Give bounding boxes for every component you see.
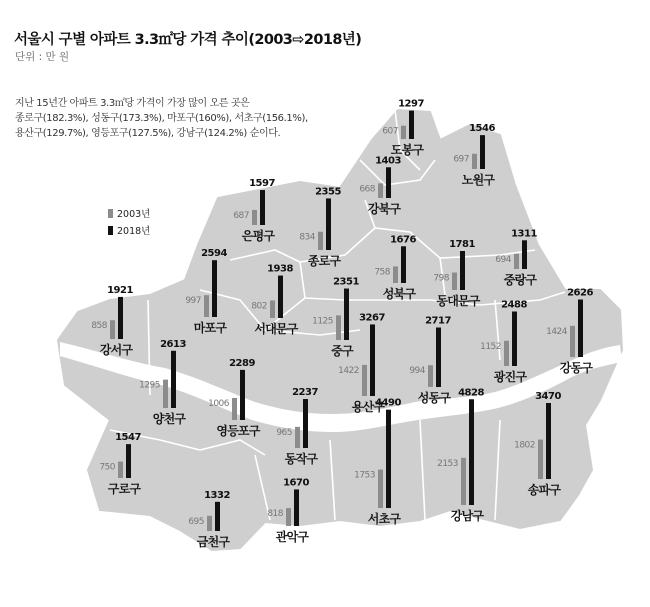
value-label-2003: 1125 [312,316,333,327]
value-label-2018: 2717 [425,315,451,327]
bar-2003 [472,154,477,169]
bar-2003 [362,365,367,396]
bar-2003 [401,126,406,139]
district-label: 용산구 [351,400,385,414]
bar-2003 [318,232,323,250]
bar-2018 [215,502,220,531]
bar-2003 [110,320,115,339]
district-label: 서대문구 [254,322,298,336]
value-label-2018: 3267 [359,312,385,324]
district-label: 강서구 [99,343,133,357]
value-label-2003: 798 [433,273,449,284]
bar-2003 [204,295,209,317]
value-label-2018: 2237 [292,387,318,399]
description-line: 지난 15년간 아파트 3.3㎡당 가격이 가장 많이 오른 곳은 [15,98,250,109]
value-label-2003: 965 [276,427,292,438]
description-line: 종로구(182.3%), 성동구(173.3%), 마포구(160%), 서초구(156.1%), [15,113,308,124]
value-label-2003: 1802 [514,440,535,451]
bar-2018 [460,251,465,290]
value-label-2003: 1424 [546,326,567,337]
bar-2003 [336,315,341,340]
bar-2003 [207,516,212,531]
bar-2018 [171,351,176,408]
value-label-2003: 607 [382,126,398,137]
bar-2003 [393,266,398,283]
legend-label: 2003년 [117,209,151,220]
district-label: 중구 [331,344,353,358]
value-label-2018: 2626 [567,287,593,299]
bar-2018 [118,297,123,339]
value-label-2018: 1938 [267,263,293,275]
district-label: 관악구 [275,530,309,544]
bar-2018 [469,399,474,505]
bar-2018 [326,198,331,250]
value-label-2003: 1422 [338,365,359,376]
bar-2003 [504,341,509,366]
value-label-2018: 4828 [458,387,484,399]
bar-2018 [344,289,349,340]
value-label-2018: 1597 [249,178,275,190]
district-label: 은평구 [241,229,275,243]
value-label-2018: 1332 [204,489,230,501]
value-label-2003: 1152 [480,341,501,352]
value-label-2018: 2594 [201,248,227,260]
value-label-2003: 1753 [354,470,375,481]
value-label-2018: 1670 [283,477,309,489]
bar-2018 [386,167,391,198]
bar-2018 [401,246,406,283]
value-label-2003: 697 [453,154,469,165]
value-label-2018: 3470 [535,391,561,403]
value-label-2018: 2351 [333,276,359,288]
district-label: 구로구 [107,482,141,496]
value-label-2018: 1297 [398,98,424,110]
bar-2003 [163,380,168,408]
chart-title: 서울시 구별 아파트 3.3㎡당 가격 추이(2003⇨2018년) [14,32,362,48]
bar-2003 [428,365,433,387]
unit-label: 단위 : 만 원 [15,51,70,63]
bar-2018 [212,260,217,317]
value-label-2003: 802 [251,301,267,312]
value-label-2018: 4490 [375,397,401,409]
bar-2018 [294,489,299,526]
district-label: 동작구 [284,452,318,466]
value-label-2018: 1546 [469,123,495,135]
district-label: 강남구 [450,509,484,523]
bar-2003 [378,183,383,198]
value-label-2003: 2153 [437,458,458,469]
value-label-2018: 2289 [229,357,255,369]
value-label-2003: 858 [91,321,107,332]
district-label: 양천구 [152,412,186,426]
description [15,96,308,141]
value-label-2003: 694 [495,254,511,265]
value-label-2018: 1676 [390,234,416,246]
bar-2003 [270,300,275,318]
bar-2003 [295,427,300,448]
bar-2018 [512,312,517,366]
district-label: 노원구 [461,173,495,187]
legend-swatch [108,226,113,235]
district-label: 강북구 [367,202,401,216]
district-label: 성북구 [382,287,416,301]
district-label: 영등포구 [216,424,260,438]
value-label-2018: 1921 [107,284,133,296]
bar-2003 [118,462,123,478]
value-label-2018: 1547 [115,432,141,444]
bar-2003 [452,273,457,290]
bar-2018 [370,324,375,396]
district-label: 성동구 [417,391,451,405]
bar-2003 [570,326,575,357]
legend-label: 2018년 [117,226,151,237]
bar-2018 [303,399,308,448]
district-label: 송파구 [527,483,561,497]
value-label-2003: 997 [185,296,201,307]
value-label-2018: 2488 [501,299,527,311]
district-label: 중랑구 [503,273,537,287]
bar-2003 [538,440,543,479]
bar-2018 [522,240,527,269]
bar-2018 [278,276,283,318]
district-label: 광진구 [493,370,527,384]
value-label-2003: 687 [233,210,249,221]
bar-2018 [386,410,391,508]
value-label-2003: 758 [374,267,390,278]
district-label: 서초구 [367,512,401,526]
value-label-2018: 2355 [315,186,341,198]
value-label-2003: 750 [99,462,115,473]
value-label-2018: 1403 [375,155,401,167]
value-label-2018: 2613 [160,338,186,350]
district-label: 마포구 [193,321,227,335]
value-label-2003: 1295 [139,380,160,391]
bar-2018 [546,403,551,479]
bar-2003 [514,254,519,269]
bar-2018 [260,190,265,225]
value-label-2003: 695 [188,516,204,527]
district-label: 도봉구 [390,143,424,157]
description-line: 용산구(129.7%), 영등포구(127.5%), 강남구(124.2%) 순이다. [15,128,281,139]
value-label-2018: 1311 [511,228,537,240]
bar-2018 [240,370,245,420]
bar-2003 [461,458,466,505]
bar-2018 [436,327,441,387]
bar-2018 [480,135,485,169]
bar-2018 [409,111,414,139]
district-label: 동대문구 [436,294,480,308]
bar-2003 [252,210,257,225]
value-label-2003: 1006 [208,398,229,409]
legend-swatch [108,209,113,218]
value-label-2018: 1781 [449,238,475,250]
bar-2003 [232,398,237,420]
value-label-2003: 994 [409,366,425,377]
bar-2003 [286,508,291,526]
value-label-2003: 834 [299,232,315,243]
value-label-2003: 668 [359,184,375,195]
district-label: 금천구 [196,535,230,549]
district-label: 종로구 [307,254,341,268]
value-label-2003: 818 [267,509,283,520]
bar-2018 [126,444,131,478]
district-label: 강동구 [559,361,593,375]
bar-2018 [578,299,583,357]
bar-2003 [378,470,383,508]
